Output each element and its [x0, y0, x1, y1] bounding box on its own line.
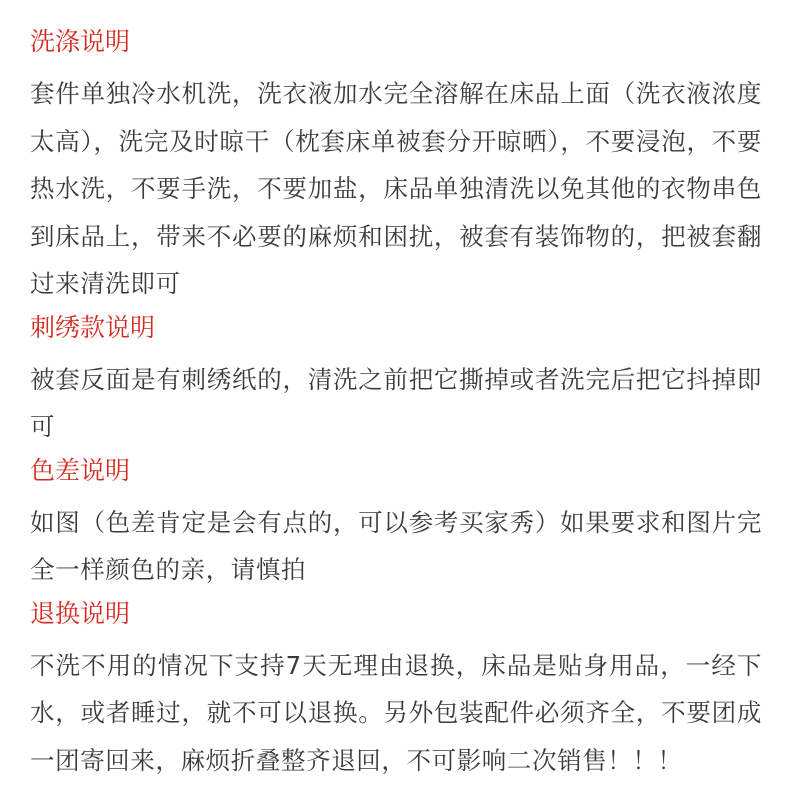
section-washing [30, 22, 762, 308]
section-body-color-difference: 如图（色差肯定是会有点的，可以参考买家秀）如果要求和图片完全一样颜色的亲，请慎拍 [30, 507, 762, 584]
section-heading-washing: 洗涤说明 [30, 27, 131, 56]
section-body-embroidery: 被套反面是有刺绣纸的，清洗之前把它撕掉或者洗完后把它抖掉即可 [30, 364, 762, 441]
section-heading-returns: 退换说明 [30, 598, 131, 628]
section-body-washing: 套件单独冷水机洗，洗衣液加水完全溶解在床品上面（洗衣液浓度太高），洗完及时晾干（枕套床单被套分开晾晒），不要浸泡，不要热水洗，不要手洗，不要加盐，床品单独清洗以免其他的衣物串色到床品上，带来不必要的麻烦和困扰，被套有装饰物的，把被套翻过来清洗即可 [30, 79, 762, 298]
section-heading-embroidery: 刺绣款说明 [30, 312, 156, 342]
section-returns [30, 594, 762, 785]
section-body-returns: 不洗不用的情况下支持7天无理由退换，床品是贴身用品，一经下水，或者睡过，就不可以退换。另外包装配件必须齐全，不要团成一团寄回来，麻烦折叠整齐退回，不可影响二次销售！！！ [30, 650, 762, 775]
section-color-difference [30, 451, 762, 594]
section-embroidery [30, 308, 762, 451]
section-heading-color-difference: 色差说明 [30, 455, 131, 485]
